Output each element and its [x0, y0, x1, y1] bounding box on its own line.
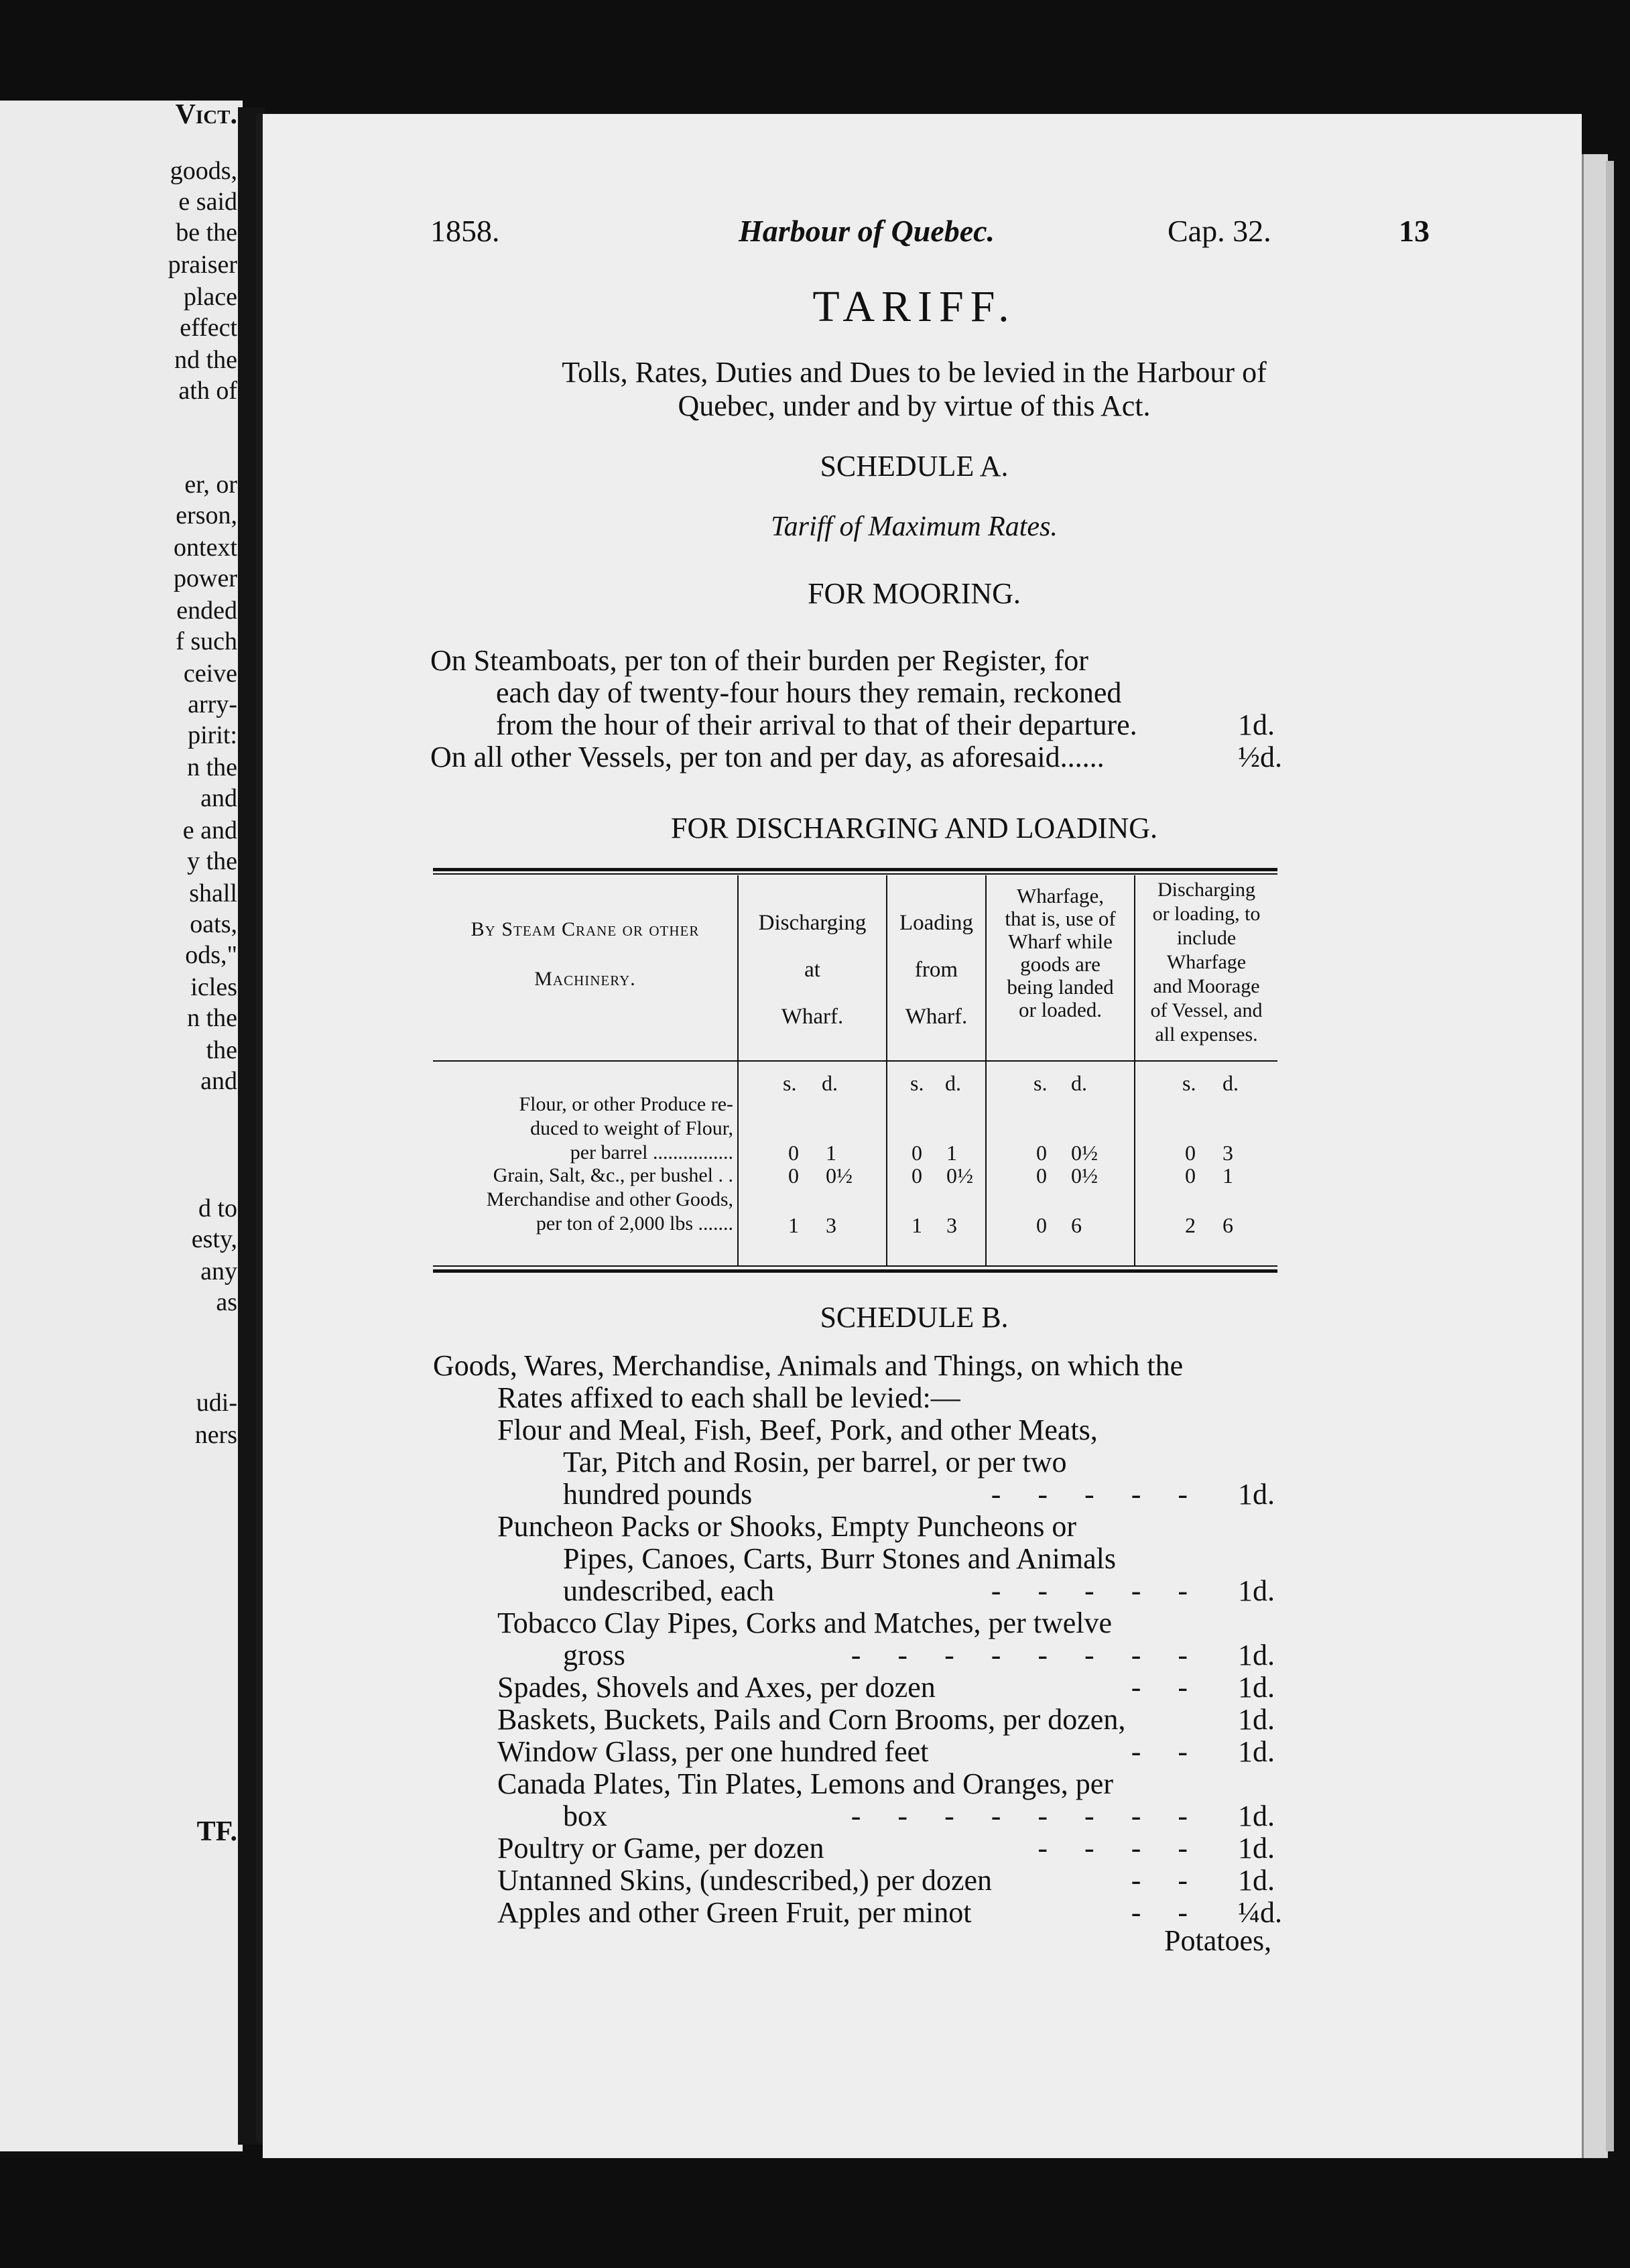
table-cell: 1: [912, 1213, 922, 1237]
schedule-b-item-text: Apples and other Green Fruit, per minot: [497, 1896, 972, 1929]
leader-dashes: - - - - - - - -: [851, 1639, 1188, 1672]
left-page-line: oats,: [190, 910, 237, 938]
schedule-b-item-rate: 1d.: [1238, 1864, 1275, 1897]
header-running-title: Harbour of Quebec.: [739, 214, 995, 248]
table-header-wharfage: [987, 885, 1134, 1021]
left-page-line: e and: [182, 816, 237, 844]
table-cell: 0: [1036, 1213, 1047, 1237]
table-header-machinery-line2: Machinery.: [534, 968, 636, 990]
table-header-machinery: [433, 918, 737, 991]
schedule-a-heading: SCHEDULE A.: [820, 450, 1009, 483]
header-text: Wharf.: [781, 1005, 844, 1029]
schedule-b-item-rate: 1d.: [1238, 1574, 1275, 1607]
header-text: Discharging: [758, 911, 867, 935]
left-page-line: udi-: [196, 1389, 237, 1417]
left-page-line: the: [206, 1036, 237, 1064]
table-cell: 1: [788, 1213, 799, 1237]
page-number: 13: [1399, 214, 1430, 248]
header-text: all expenses.: [1155, 1023, 1258, 1046]
header-text: and Moorage: [1153, 975, 1260, 997]
schedule-b-item-text: Spades, Shovels and Axes, per dozen: [497, 1671, 936, 1704]
header-text: or loaded.: [1019, 998, 1102, 1021]
left-page-line: Vict.: [175, 101, 237, 130]
schedule-b-item-text: Poultry or Game, per dozen: [497, 1832, 824, 1865]
header-chapter: Cap. 32.: [1168, 214, 1271, 248]
left-page-line: and: [200, 784, 237, 812]
schedule-b-item-text: Puncheon Packs or Shooks, Empty Puncheons or: [497, 1510, 1077, 1543]
table-cell: 0: [912, 1163, 922, 1188]
unit-shillings: s.: [1182, 1071, 1196, 1095]
left-page-line: ceive: [183, 659, 237, 688]
row-label-text: per ton of 2,000 lbs .......: [536, 1212, 733, 1235]
left-page-line: praiser: [168, 251, 237, 279]
schedule-b-item-rate: 1d.: [1238, 1735, 1275, 1768]
row-label-text: Grain, Salt, &c., per bushel . .: [493, 1164, 733, 1186]
left-page-line: effect: [180, 314, 237, 342]
header-text: include: [1176, 927, 1237, 949]
left-page-line: ended: [176, 596, 237, 625]
table-bottom-rule: [433, 1269, 1277, 1273]
header-text: that is, use of: [1005, 907, 1116, 930]
table-cell: 2: [1185, 1213, 1196, 1237]
header-text: Wharfage,: [1017, 884, 1104, 907]
row-label-text: Merchandise and other Goods,: [486, 1188, 733, 1210]
header-text: of Vessel, and: [1150, 999, 1263, 1021]
unit-shillings: s.: [910, 1071, 924, 1095]
leader-dashes: - - - -: [1038, 1832, 1188, 1865]
leader-dashes: - - - - - - - -: [851, 1800, 1188, 1832]
table-header-loading: [887, 899, 985, 1040]
header-text: at: [804, 958, 820, 982]
table-cell: 0: [788, 1163, 799, 1188]
leader-dashes: - -: [1131, 1671, 1188, 1704]
tariff-intro-line1: Tolls, Rates, Duties and Dues to be levied in the Harbour of: [562, 356, 1267, 389]
catchword: Potatoes,: [1164, 1924, 1272, 1957]
page-edge: [1582, 154, 1608, 2158]
left-page-line: TF.: [196, 1816, 237, 1847]
schedule-b-heading: SCHEDULE B.: [820, 1301, 1009, 1334]
left-page-line: power: [174, 564, 237, 592]
header-year: 1858.: [430, 214, 500, 248]
right-page: [263, 114, 1582, 2158]
left-page-line: be the: [176, 218, 237, 247]
table-top-rule: [433, 868, 1277, 871]
table-cell: 0½: [946, 1163, 973, 1188]
discharging-heading: FOR DISCHARGING AND LOADING.: [670, 812, 1158, 844]
left-page-line: d to: [198, 1194, 237, 1222]
table-cell: 1: [946, 1141, 957, 1165]
left-page-line: goods,: [170, 157, 237, 185]
table-cell: 0½: [826, 1163, 853, 1188]
schedule-b-item-rate: 1d.: [1238, 1800, 1275, 1832]
schedule-b-item-text: undescribed, each: [563, 1574, 775, 1607]
left-page-line: esty,: [191, 1225, 237, 1253]
row-label-text: Flour, or other Produce re-: [519, 1093, 733, 1115]
unit-pence: d.: [1071, 1071, 1087, 1095]
table-header-all-expenses: [1135, 878, 1277, 1047]
leader-dashes: - -: [1131, 1864, 1188, 1897]
table-cell: 3: [946, 1213, 957, 1237]
table-header-rule: [433, 1060, 1277, 1062]
schedule-b-item-rate: 1d.: [1238, 1703, 1275, 1736]
mooring-text-line2: each day of twenty-four hours they remain, reckoned: [496, 676, 1122, 709]
tariff-title: TARIFF.: [812, 282, 1016, 331]
table-row-label: [434, 1163, 733, 1188]
left-page-line: pirit:: [188, 721, 237, 749]
mooring-text-line4: On all other Vessels, per ton and per day, as aforesaid......: [430, 741, 1105, 773]
table-row-label: [434, 1092, 733, 1165]
schedule-b-item-rate: 1d.: [1238, 1671, 1275, 1704]
header-text: Discharging: [1157, 879, 1256, 901]
table-cell: 0: [788, 1141, 799, 1165]
header-text: being landed: [1007, 975, 1114, 999]
leader-dashes: - - - - -: [991, 1478, 1188, 1511]
left-page-line: n the: [187, 753, 237, 781]
unit-shillings: s.: [783, 1071, 797, 1095]
header-text: or loading, to: [1152, 903, 1261, 925]
header-text: Loading: [899, 911, 973, 935]
table-cell: 0½: [1071, 1163, 1098, 1188]
table-cell: 0: [912, 1141, 922, 1165]
leader-dashes: - - - - -: [991, 1574, 1188, 1607]
table-header-machinery-line1: By Steam Crane or other: [471, 918, 700, 940]
table-top-rule-thin: [433, 873, 1277, 875]
table-cell: 1: [826, 1141, 836, 1165]
mooring-text-line3: from the hour of their arrival to that of their departure.: [496, 708, 1137, 741]
schedule-b-item-text: Baskets, Buckets, Pails and Corn Brooms, per dozen,: [497, 1703, 1126, 1736]
table-cell: 3: [1222, 1141, 1233, 1165]
table-cell: 1: [1222, 1163, 1233, 1188]
header-text: from: [914, 958, 958, 982]
table-bottom-rule-thin: [433, 1265, 1277, 1267]
left-page-line: place: [183, 283, 237, 311]
schedule-b-item-rate: ¼d.: [1238, 1896, 1282, 1929]
left-page-line: ath of: [178, 377, 237, 405]
table-cell: 6: [1222, 1213, 1233, 1237]
left-page-line: erson,: [176, 501, 237, 529]
left-page-line: as: [216, 1288, 237, 1316]
tariff-intro-line2: Quebec, under and by virtue of this Act.: [678, 389, 1151, 422]
left-page-line: er, or: [184, 470, 237, 499]
row-label-text: duced to weight of Flour,: [530, 1117, 733, 1139]
left-page-line: y the: [187, 847, 237, 875]
left-page-line: e said: [178, 188, 237, 216]
schedule-b-item-text: Flour and Meal, Fish, Beef, Pork, and other Meats,: [497, 1413, 1098, 1446]
schedule-b-item-text: Untanned Skins, (undescribed,) per dozen: [497, 1864, 993, 1897]
left-page-line: icles: [190, 973, 237, 1001]
left-page-line: any: [200, 1257, 237, 1285]
schedule-b-item-text: box: [563, 1800, 607, 1832]
left-page-line: ners: [194, 1421, 237, 1449]
header-text: Wharf while: [1008, 930, 1113, 953]
header-text: Wharf.: [905, 1005, 968, 1029]
table-cell: 0: [1036, 1141, 1047, 1165]
table-cell: 0½: [1071, 1141, 1098, 1165]
schedule-b-item-text: hundred pounds: [563, 1478, 753, 1511]
unit-pence: d.: [1222, 1071, 1239, 1095]
page-edge: [1606, 161, 1614, 2151]
schedule-b-item-rate: 1d.: [1238, 1478, 1275, 1511]
schedule-b-item-text: Canada Plates, Tin Plates, Lemons and Oranges, per: [497, 1767, 1113, 1800]
table-cell: 0: [1185, 1163, 1196, 1188]
table-cell: 3: [826, 1213, 836, 1237]
unit-pence: d.: [822, 1071, 838, 1095]
mooring-rate-other-vessels: ½d.: [1238, 741, 1282, 773]
left-page-line: and: [200, 1067, 237, 1095]
left-page-line: ods,": [185, 941, 237, 969]
mooring-heading: FOR MOORING.: [808, 577, 1021, 610]
schedule-b-item-text: Tobacco Clay Pipes, Corks and Matches, per twelve: [497, 1606, 1113, 1639]
unit-shillings: s.: [1033, 1071, 1048, 1095]
schedule-b-item-text: gross: [563, 1639, 625, 1672]
table-row-label: [434, 1188, 733, 1236]
mooring-rate-steamboats: 1d.: [1238, 708, 1275, 741]
table-header-discharging: [739, 899, 886, 1040]
schedule-b-item-rate: 1d.: [1238, 1832, 1275, 1865]
schedule-b-item-text: Pipes, Canoes, Carts, Burr Stones and Animals: [563, 1542, 1116, 1575]
left-page-line: shall: [189, 879, 237, 907]
row-label-text: per barrel ................: [570, 1141, 733, 1163]
left-page-line: ontext: [174, 533, 237, 562]
schedule-b-item-rate: 1d.: [1238, 1639, 1275, 1672]
schedule-b-intro-line1: Goods, Wares, Merchandise, Animals and Things, on which the: [433, 1349, 1184, 1382]
schedule-b-intro-line2: Rates affixed to each shall be levied:—: [497, 1381, 960, 1414]
left-page-line: n the: [187, 1004, 237, 1032]
unit-pence: d.: [945, 1071, 961, 1095]
mooring-text-line1: On Steamboats, per ton of their burden per Register, for: [430, 644, 1088, 677]
left-page-line: f such: [176, 627, 237, 655]
schedule-b-item-text: Tar, Pitch and Rosin, per barrel, or per two: [563, 1446, 1067, 1478]
table-cell: 0: [1036, 1163, 1047, 1188]
left-facing-page: [0, 101, 243, 2151]
header-text: goods are: [1020, 952, 1101, 976]
schedule-a-subheading: Tariff of Maximum Rates.: [771, 511, 1058, 542]
table-cell: 6: [1071, 1213, 1082, 1237]
left-page-line: nd the: [174, 346, 237, 374]
leader-dashes: - -: [1131, 1735, 1188, 1768]
header-text: Wharfage: [1166, 951, 1247, 973]
schedule-b-item-text: Window Glass, per one hundred feet: [497, 1735, 929, 1768]
left-page-line: arry-: [188, 690, 237, 718]
table-cell: 0: [1185, 1141, 1196, 1165]
leader-dashes: - -: [1131, 1896, 1188, 1929]
